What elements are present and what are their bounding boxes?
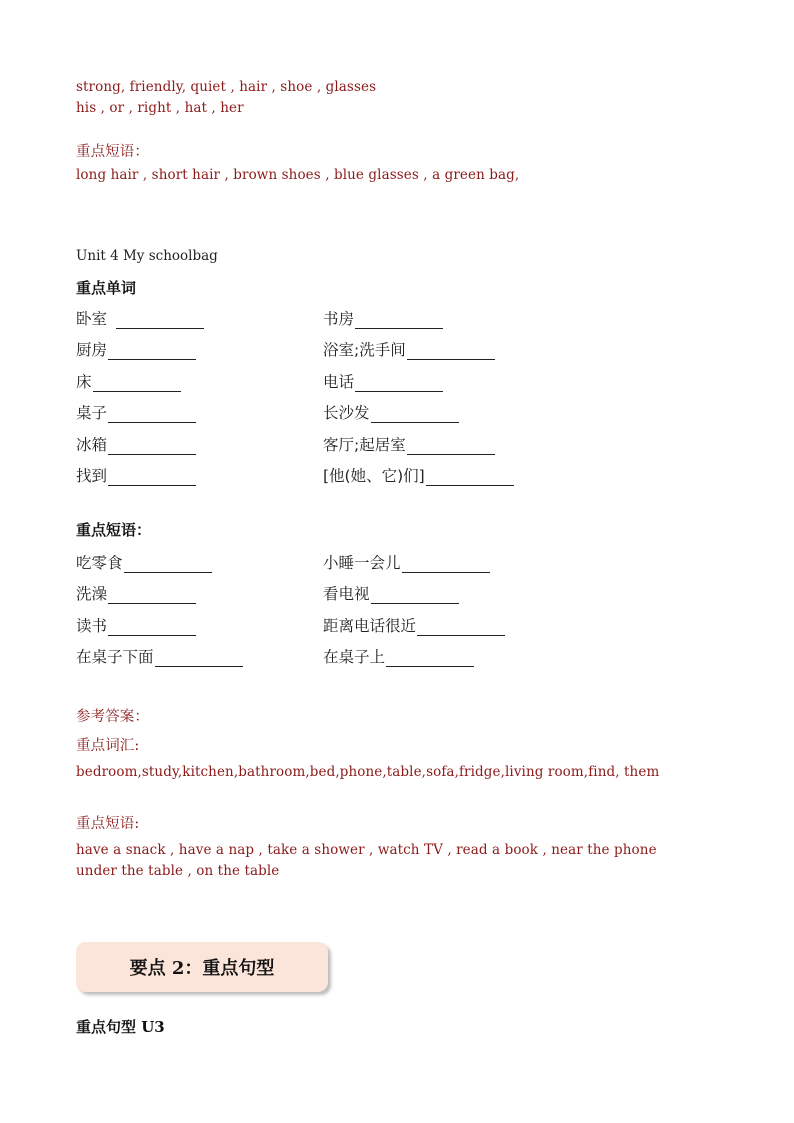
answer-blank[interactable] — [407, 345, 495, 360]
answer-blank[interactable] — [386, 652, 474, 667]
answers-heading: 参考答案： — [76, 709, 149, 725]
section-banner-title: 要点 2：重点句型 — [129, 958, 275, 979]
answer-blank[interactable] — [402, 558, 490, 573]
vocab-row — [76, 302, 716, 334]
vocab-heading: 重点单词 — [76, 279, 137, 297]
vocab-word: 找到 — [76, 467, 108, 486]
vocab-word: 电话 — [323, 372, 355, 391]
vocab-word: 桌子 — [76, 404, 108, 423]
top-words-line-1: strong, friendly, quiet , hair , shoe , glasses — [76, 79, 377, 95]
vocab-word: 床 — [76, 372, 92, 391]
answers-vocab-line: bedroom,study,kitchen,bathroom,bed,phone,table,sofa,fridge,living room,find, them — [76, 764, 660, 780]
phrase-grid — [76, 546, 716, 672]
vocab-word: 厨房 — [76, 341, 108, 360]
vocab-word: 冰箱 — [76, 435, 108, 454]
vocab-word: 浴室;洗手间 — [323, 341, 406, 360]
answer-blank[interactable] — [426, 471, 514, 486]
answers-vocab-heading: 重点词汇: — [76, 738, 140, 754]
answer-blank[interactable] — [355, 377, 443, 392]
answer-blank[interactable] — [371, 589, 459, 604]
phrase-word: 看电视 — [323, 585, 370, 604]
vocab-word: 长沙发 — [323, 404, 370, 423]
vocab-grid — [76, 302, 716, 491]
key-phrases-heading: 重点短语： — [76, 144, 149, 160]
phrase-word: 距离电话很近 — [323, 616, 417, 635]
phrase-word: 在桌子下面 — [76, 648, 154, 667]
phrase-word: 小睡一会儿 — [323, 553, 401, 572]
answers-phrase-line-1: have a snack , have a nap , take a shower , watch TV , read a book , near the phone — [76, 842, 657, 858]
sentence-pattern-heading: 重点句型 U3 — [76, 1018, 165, 1036]
vocab-row — [76, 460, 716, 492]
section-banner — [76, 942, 328, 992]
answer-blank[interactable] — [371, 408, 459, 423]
answer-blank[interactable] — [108, 621, 196, 636]
answer-blank[interactable] — [108, 589, 196, 604]
phrase-word: 吃零食 — [76, 553, 123, 572]
vocab-row — [76, 334, 716, 366]
phrase-word: 洗澡 — [76, 585, 108, 604]
vocab-word: 书房 — [323, 309, 355, 328]
phrase-word: 在桌子上 — [323, 648, 386, 667]
answer-blank[interactable] — [355, 314, 443, 329]
phrase-row — [76, 641, 716, 673]
answer-blank[interactable] — [407, 440, 495, 455]
answer-blank[interactable] — [124, 558, 212, 573]
answer-blank[interactable] — [116, 314, 204, 329]
unit-title: Unit 4 My schoolbag — [76, 248, 218, 264]
phrase-word: 读书 — [76, 616, 108, 635]
answer-blank[interactable] — [108, 408, 196, 423]
answers-phrase-heading: 重点短语: — [76, 816, 140, 832]
answer-blank[interactable] — [155, 652, 243, 667]
answer-blank[interactable] — [93, 377, 181, 392]
vocab-row — [76, 428, 716, 460]
phrase-heading: 重点短语： — [76, 521, 152, 539]
phrase-row — [76, 578, 716, 610]
answers-phrase-line-2: under the table , on the table — [76, 863, 280, 879]
vocab-word: [他(她、它)们] — [323, 467, 425, 486]
key-phrases-line: long hair , short hair , brown shoes , blue glasses , a green bag, — [76, 167, 520, 183]
top-words-line-2: his , or , right , hat , her — [76, 100, 244, 116]
phrase-row — [76, 609, 716, 641]
answer-blank[interactable] — [417, 621, 505, 636]
answer-blank[interactable] — [108, 440, 196, 455]
vocab-word: 卧室 — [76, 309, 108, 328]
answer-blank[interactable] — [108, 471, 196, 486]
vocab-row — [76, 397, 716, 429]
answer-blank[interactable] — [108, 345, 196, 360]
phrase-row — [76, 546, 716, 578]
vocab-row — [76, 365, 716, 397]
vocab-word: 客厅;起居室 — [323, 435, 406, 454]
